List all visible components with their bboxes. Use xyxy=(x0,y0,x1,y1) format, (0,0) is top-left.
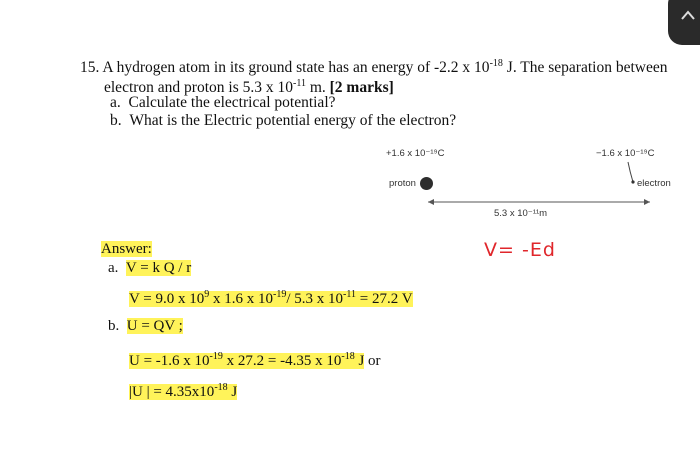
question-number: 15. xyxy=(80,59,100,76)
question-line-1: 15. A hydrogen atom in its ground state has an energy of -2.2 x $10^{-18}$ J. The separation between xyxy=(80,58,668,76)
question-part-b: b. What is the Electric potential energy of the electron? xyxy=(110,112,457,129)
marks-label: [2 marks] xyxy=(329,79,394,96)
answer-a-calculation: V = 9.0 x $10^9$ x 1.6 x $10^{-19}/$ 5.3 x $10^{-11} = 27.2$ V xyxy=(129,289,413,307)
answer-b-formula: b. U = QV ; xyxy=(108,318,183,334)
answer-a-formula: a. V = k Q / r xyxy=(108,260,192,276)
answer-heading: Answer: xyxy=(101,241,152,257)
proton-charge: +1.6 x 10⁻¹⁹C xyxy=(386,148,445,159)
corner-button[interactable] xyxy=(668,0,700,45)
separation-label: 5.3 x 10⁻¹¹m xyxy=(494,208,548,219)
proton-label: proton xyxy=(389,178,416,189)
separation-arrow xyxy=(424,196,654,208)
electron-charge: −1.6 x 10⁻¹⁹C xyxy=(596,148,655,159)
chevron-icon xyxy=(678,4,698,24)
answer-b-calculation: U = -1.6 x $10^{-19}$ x 27.2 = -4.35 x $10^{-18}$ J or xyxy=(129,351,381,369)
proton-dot xyxy=(420,177,433,190)
question-part-a: a. Calculate the electrical potential? xyxy=(110,94,336,111)
question-line-2: electron and proton is 5.3 x $10^{-11}$ m. [2 marks] xyxy=(104,78,394,96)
handwritten-note: V= -Ed xyxy=(484,239,556,261)
electron-label: electron xyxy=(637,178,671,189)
answer-b-absolute: |U | = $4.35x10^{-18}$ J xyxy=(129,382,238,400)
